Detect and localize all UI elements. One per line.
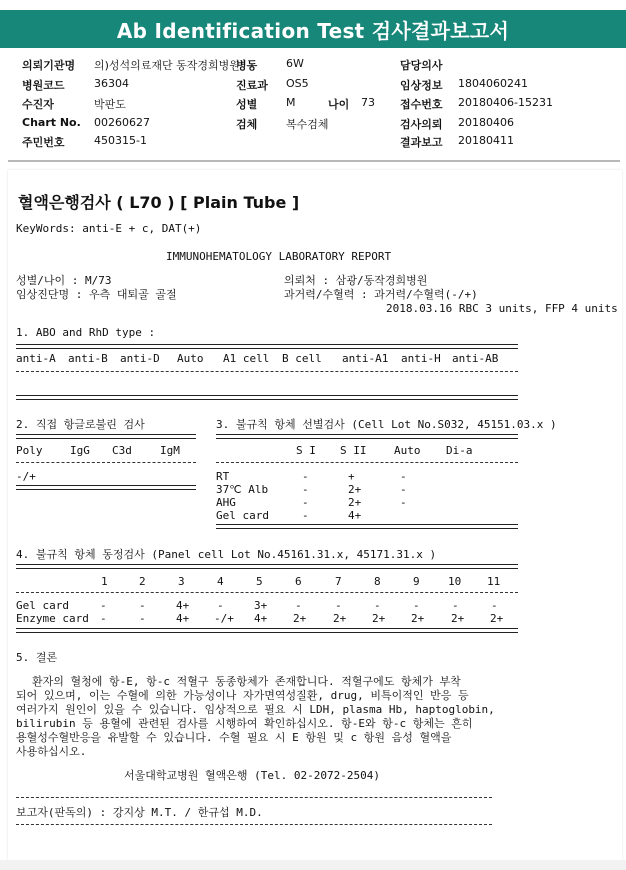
panel-col-header: 10: [448, 575, 462, 588]
panel-cell: -: [413, 599, 420, 612]
panel-col-header: 6: [295, 575, 302, 588]
screening-row-label: AHG: [216, 496, 236, 509]
screening-cell: -: [400, 483, 407, 496]
abo-top-rule: [16, 344, 518, 349]
conclusion-line: 용혈성수혈반응을 유발할 수 있습니다. 수혈 필요 시 E 항원 및 c 항원 음성 혈액을: [16, 731, 452, 744]
panel-cell: 2+: [333, 612, 347, 625]
screening-cell: -: [302, 470, 309, 483]
sex-value: M: [286, 96, 296, 109]
hospital-code-label: 병원코드: [22, 79, 65, 92]
doctor-label: 담당의사: [400, 59, 443, 72]
abo-col-header: Auto: [177, 352, 204, 365]
conclusion-line: 되어 있으며, 이는 수혈에 의한 가능성이나 자가면역성질환, drug, 비특이적인 반응 등: [16, 689, 469, 702]
section-title: 혈액은행검사 ( L70 ) [ Plain Tube ]: [18, 193, 300, 212]
conclusion-line: 환자의 혈청에 항-E, 항-c 적혈구 동종항체가 존재합니다. 적혈구에도 항체가 부착: [32, 675, 461, 688]
screening-cell: -: [302, 496, 309, 509]
report-date-value: 20180411: [458, 134, 514, 147]
screening-cell: 2+: [348, 496, 362, 509]
request-label: 검사의뢰: [400, 118, 443, 131]
dat-header-rule: [16, 462, 196, 463]
lab-report-title: IMMUNOHEMATOLOGY LABORATORY REPORT: [166, 250, 392, 263]
conclusion-line: 여러가지 원인이 있을 수 있습니다. 임상적으로 필요 시 LDH, plasma Hb, haptoglobin,: [16, 703, 495, 716]
abo-col-header: anti-A: [16, 352, 56, 365]
history-detail: 2018.03.16 RBC 3 units, FFP 4 units: [386, 302, 618, 315]
panel-cell: 3+: [254, 599, 268, 612]
institution-label: 의뢰기관명: [22, 59, 76, 72]
panel-col-header: 4: [217, 575, 224, 588]
page-bottom-strip: [0, 860, 626, 870]
header-divider: [8, 160, 620, 162]
patient-label: 수진자: [22, 98, 54, 111]
screening-cell: -: [400, 470, 407, 483]
screening-col-header: Di-a: [446, 444, 473, 457]
panel-cell: -: [217, 599, 224, 612]
panel-col-header: 7: [335, 575, 342, 588]
panel-section-title: 4. 불규칙 항체 동정검사 (Panel cell Lot No.45161.31.x, 45171.31.x ): [16, 548, 437, 561]
abo-col-header: anti-AB: [452, 352, 499, 365]
dept-value: OS5: [286, 77, 309, 90]
request-value: 20180406: [458, 116, 514, 129]
dat-section-title: 2. 직접 항글로불린 검사: [16, 418, 145, 431]
report-title-banner: [0, 10, 626, 48]
dat-col-header: C3d: [112, 444, 132, 457]
abo-col-header: anti-A1: [342, 352, 389, 365]
panel-top-rule: [16, 564, 518, 569]
panel-cell: 2+: [490, 612, 504, 625]
panel-cell: -: [491, 599, 498, 612]
panel-cell: 2+: [372, 612, 386, 625]
panel-col-header: 3: [178, 575, 185, 588]
dat-result: -/+: [16, 470, 36, 483]
panel-col-header: 2: [139, 575, 146, 588]
panel-row-label: Gel card: [16, 599, 69, 612]
screening-top-rule: [216, 434, 518, 439]
panel-cell: 2+: [411, 612, 425, 625]
institution-value: 의)성석의료재단 동작경희병원: [94, 59, 240, 72]
dat-col-header: Poly: [16, 444, 43, 457]
screening-col-header: S I: [296, 444, 316, 457]
chart-no-value: 00260627: [94, 116, 150, 129]
diagnosis-line: 임상진단명 : 우측 대퇴골 골절: [16, 288, 177, 301]
sex-label: 성별: [236, 98, 258, 111]
screening-row-label: RT: [216, 470, 230, 483]
keywords: KeyWords: anti-E + c, DAT(+): [16, 222, 202, 235]
ward-value: 6W: [286, 57, 304, 70]
hospital-code-value: 36304: [94, 77, 129, 90]
history-line: 과거력/수혈력 : 과거력/수혈력(-/+): [284, 288, 478, 301]
conclusion-line: bilirubin 등 용혈에 관련된 검사를 시행하여 확인하십시오. 항-E와 항-c 항체는 흔히: [16, 717, 473, 730]
dept-label: 진료과: [236, 79, 268, 92]
conclusion-title: 5. 결론: [16, 651, 58, 664]
panel-cell: 4+: [176, 612, 190, 625]
abo-col-header: B cell: [282, 352, 322, 365]
panel-cell: -: [295, 599, 302, 612]
panel-cell: -/+: [214, 612, 234, 625]
screening-col-header: Auto: [394, 444, 421, 457]
panel-cell: -: [374, 599, 381, 612]
panel-cell: -: [335, 599, 342, 612]
panel-cell: 2+: [293, 612, 307, 625]
receipt-value: 20180406-15231: [458, 96, 553, 109]
panel-col-header: 9: [413, 575, 420, 588]
abo-section-title: 1. ABO and RhD type :: [16, 326, 156, 339]
screening-cell: +: [348, 470, 355, 483]
signature-top-rule: [16, 797, 492, 798]
report-title: Ab Identification Test 검사결과보고서: [116, 18, 510, 43]
chart-no-label: Chart No.: [22, 116, 81, 129]
panel-row-label: Enzyme card: [16, 612, 89, 625]
blood-bank-contact: 서울대학교병원 혈액은행 (Tel. 02-2072-2504): [124, 769, 380, 782]
dat-bottom-rule: [16, 485, 196, 490]
panel-cell: -: [139, 612, 146, 625]
dat-col-header: IgM: [160, 444, 180, 457]
rrn-value: 450315-1: [94, 134, 147, 147]
receipt-label: 접수번호: [400, 98, 443, 111]
panel-cell: -: [452, 599, 459, 612]
screening-cell: 4+: [348, 509, 362, 522]
screening-row-label: Gel card: [216, 509, 269, 522]
panel-col-header: 8: [374, 575, 381, 588]
panel-cell: -: [100, 612, 107, 625]
panel-header-rule: [16, 592, 518, 593]
dat-top-rule: [16, 434, 196, 439]
screening-cell: -: [302, 509, 309, 522]
abo-col-header: anti-D: [120, 352, 160, 365]
panel-bottom-rule: [16, 628, 518, 633]
panel-cell: -: [100, 599, 107, 612]
screening-cell: 2+: [348, 483, 362, 496]
screening-cell: -: [302, 483, 309, 496]
panel-cell: -: [139, 599, 146, 612]
screening-row-label: 37℃ Alb: [216, 483, 269, 496]
clinical-info-value: 1804060241: [458, 77, 528, 90]
ward-label: 병동: [236, 59, 258, 72]
conclusion-line: 사용하십시오.: [16, 745, 87, 758]
age-value: 73: [361, 96, 375, 109]
clinical-info-label: 임상정보: [400, 79, 443, 92]
panel-col-header: 1: [101, 575, 108, 588]
panel-cell: 2+: [451, 612, 465, 625]
screening-cell: -: [400, 496, 407, 509]
screening-bottom-rule: [216, 524, 518, 529]
abo-col-header: A1 cell: [223, 352, 270, 365]
screening-section-title: 3. 불규칙 항체 선별검사 (Cell Lot No.S032, 45151.03.x ): [216, 418, 557, 431]
dat-col-header: IgG: [70, 444, 90, 457]
panel-cell: 4+: [176, 599, 190, 612]
patient-value: 박판도: [94, 98, 126, 111]
abo-col-header: anti-B: [68, 352, 108, 365]
specimen-value: 복수검체: [286, 118, 329, 131]
abo-header-rule: [16, 371, 518, 372]
reporter-line: 보고자(판독의) : 강지상 M.T. / 한규섭 M.D.: [16, 806, 263, 819]
abo-col-header: anti-H: [401, 352, 441, 365]
panel-col-header: 5: [256, 575, 263, 588]
referrer-line: 의뢰처 : 삼광/동작경희병원: [284, 274, 428, 287]
panel-cell: 4+: [254, 612, 268, 625]
screening-col-header: S II: [340, 444, 367, 457]
report-date-label: 결과보고: [400, 136, 443, 149]
screening-header-rule: [216, 462, 518, 463]
sex-age-line: 성별/나이 : M/73: [16, 274, 112, 287]
signature-bottom-rule: [16, 824, 492, 825]
rrn-label: 주민번호: [22, 136, 65, 149]
age-label: 나이: [328, 98, 350, 111]
panel-col-header: 11: [487, 575, 501, 588]
specimen-label: 검체: [236, 118, 258, 131]
abo-bottom-rule: [16, 395, 518, 400]
